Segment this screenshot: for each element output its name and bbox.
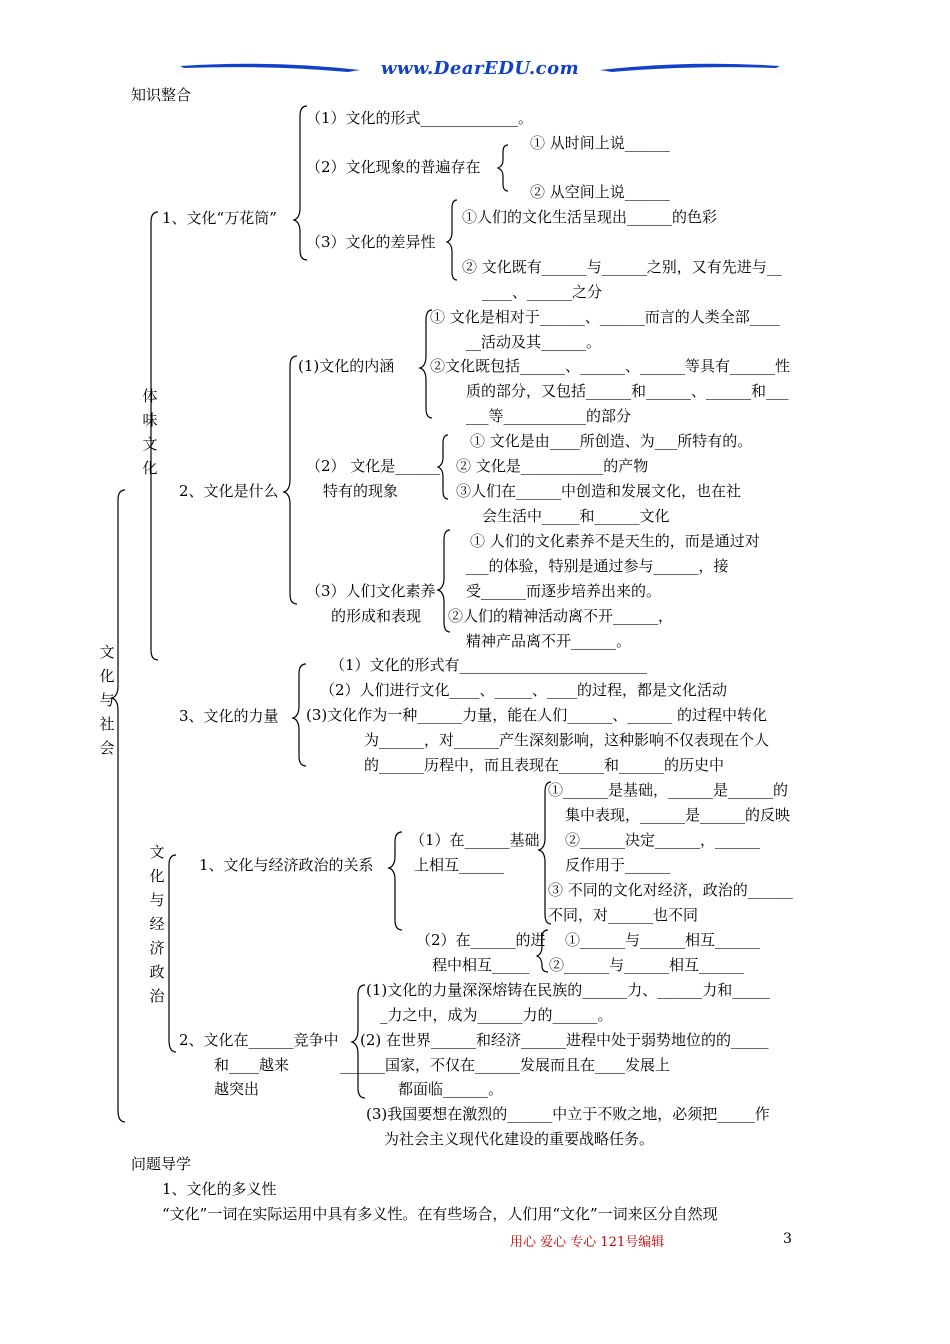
n5-line-3b: 为社会主义现代化建设的重要战略任务。	[384, 1130, 655, 1148]
n3-line-1: （1）文化的形式有_________________________	[330, 656, 648, 674]
n5-title-b: 和____越来	[214, 1056, 290, 1074]
n1-title: 1、文化“万花筒”	[162, 209, 277, 227]
n4-b1b: 上相互______	[414, 856, 505, 874]
n3-brace	[293, 664, 306, 766]
n4-b2b: 程中相互_____	[432, 956, 530, 974]
n5-line-2b: ______国家，不仅在______发展而且在____发展上	[340, 1056, 671, 1074]
n5-title-c: 越突出	[214, 1080, 260, 1098]
n2-p3i1c: 受______而逐步培养出来的。	[466, 582, 662, 600]
n4-r3b: 不同，对______也不同	[548, 906, 699, 924]
n1-line-3b2: ____、______之分	[482, 283, 603, 301]
n2-p3a: （3）人们文化素养	[306, 582, 436, 600]
n2-p3i1a: ① 人们的文化素养不是天生的，而是通过对	[470, 532, 760, 550]
n4-r2b: 反作用于______	[565, 856, 671, 874]
footer-note: 用心 爱心 专心 121号编辑	[510, 1235, 665, 1250]
n4-b1-brace	[539, 782, 551, 924]
n1-line-2b: ② 从空间上说______	[530, 183, 670, 201]
n5-line-3a: (3)我国要想在激烈的______中立于不败之地，必须把_____作	[366, 1105, 770, 1123]
n5-title-a: 2、文化在______竞争中	[179, 1031, 339, 1049]
group2-label: 文化与经济政治	[149, 843, 165, 1005]
n4-r1a: ①______是基础，______是______的	[548, 781, 789, 799]
n1-line-3a: ①人们的文化生活呈现出______的色彩	[462, 208, 718, 226]
group1-label: 体味文化	[142, 387, 158, 477]
n2-title: 2、文化是什么	[179, 482, 279, 500]
n1-l3-brace	[447, 200, 457, 280]
n1-line-2a: ① 从时间上说______	[530, 134, 670, 152]
root-brace	[112, 490, 125, 1122]
n1-line-3b1: ② 文化既有______与______之别，又有先进与__	[462, 258, 782, 276]
site-url: www.DearEDU.com	[380, 58, 580, 79]
group2-brace	[169, 855, 176, 1052]
guide-subtitle: 1、文化的多义性	[162, 1180, 277, 1198]
n5-line-2c: 都面临______。	[398, 1080, 504, 1098]
n3-line-2: （2）人们进行文化____、_____、____的过程，都是文化活动	[320, 681, 728, 699]
n2-p2a: （2） 文化是______	[306, 457, 441, 475]
n2-p1b2: 质的部分，又包括______和______、______和___	[466, 382, 789, 400]
n4-s1: ①______与______相互______	[565, 931, 761, 949]
n1-l2-brace	[498, 145, 508, 191]
n5-line-2a: (2) 在世界______和经济______进程中处于弱势地位的的_____	[360, 1031, 769, 1049]
n1-line-3: （3）文化的差异性	[306, 233, 436, 251]
n4-b2a: （2）在______的进	[416, 931, 546, 949]
guide-title: 问题导学	[131, 1155, 192, 1173]
n2-p2i3b: 会生活中_____和______文化	[482, 507, 670, 525]
n2-p1b1: ②文化既包括______、______、______等具有______性	[430, 357, 791, 375]
n3-line-3a: (3)文化作为一种______力量，能在人们______、______ 的过程中转化	[306, 706, 768, 724]
n4-r1b: 集中表现，______是______的反映	[565, 806, 791, 824]
section-title: 知识整合	[131, 86, 192, 104]
n2-p2b: 特有的现象	[323, 482, 399, 500]
page-number: 3	[783, 1231, 792, 1247]
n3-line-3c: 的______历程中，而且表现在______和______的历史中	[364, 756, 725, 774]
n3-title: 3、文化的力量	[179, 707, 279, 725]
n4-brace	[389, 832, 402, 930]
n1-line-2: （2）文化现象的普遍存在	[306, 158, 481, 176]
n2-p1b3: ___等___________的部分	[466, 407, 632, 425]
guide-paragraph: “文化”一词在实际运用中具有多义性。在有些场合，人们用“文化”一词来区分自然现	[162, 1205, 718, 1223]
n2-p1a1: ① 文化是相对于______、______而言的人类全部____	[430, 308, 780, 326]
n2-p3b: 的形成和表现	[331, 607, 422, 625]
n2-brace	[284, 356, 297, 604]
n3-line-3b: 为______，对______产生深刻影响，这种影响不仅表现在个人	[364, 731, 770, 749]
n2-p1: (1)文化的内涵	[298, 357, 395, 375]
n2-p2i1: ① 文化是由____所创造、为___所特有的。	[470, 432, 753, 450]
n2-p1a2: __活动及其______。	[466, 333, 602, 351]
n1-line-1: （1）文化的形式_____________。	[306, 109, 534, 127]
n2-p2i2: ② 文化是___________的产物	[456, 457, 649, 475]
n2-p2i3a: ③人们在______中创造和发展文化，也在社	[456, 482, 742, 500]
n4-r3a: ③ 不同的文化对经济，政治的______	[548, 881, 793, 899]
n5-line-1a: (1)文化的力量深深熔铸在民族的______力、______力和_____	[366, 981, 770, 999]
n4-r2a: ②______决定______，______	[565, 831, 761, 849]
n4-title: 1、文化与经济政治的关系	[199, 856, 374, 874]
n5-line-1b: _力之中，成为______力的______。	[380, 1006, 613, 1024]
root-label: 文化与社会	[99, 643, 115, 757]
n2-p3i2a: ②人们的精神活动离不开______，	[448, 607, 674, 625]
n2-p3i1b: ___的体验，特别是通过参与______，接	[466, 557, 729, 575]
n4-b1a: （1）在______基础	[410, 831, 540, 849]
n4-s2: ②______与______相互______	[549, 956, 745, 974]
n2-p3i2b: 精神产品离不开______。	[466, 632, 632, 650]
